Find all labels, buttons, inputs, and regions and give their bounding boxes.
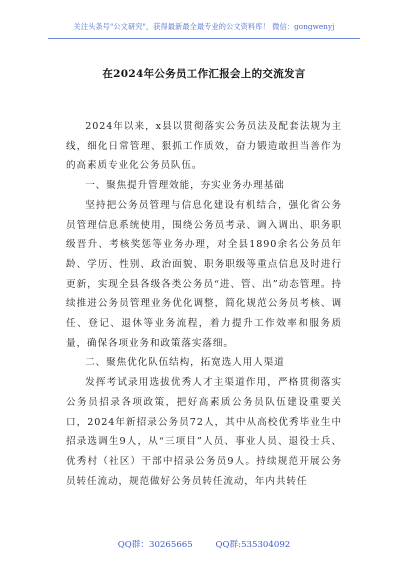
document-title: 在2024年公务员工作汇报会上的交流发言	[102, 68, 306, 80]
qq-label-2: QQ群:	[215, 540, 242, 550]
section-2-paragraph: 发挥考试录用选拔优秀人才主渠道作用，严格贯彻落实公务员招录各项政策，把好高素质公务员队伍建设重要关口，2024年新招录公务员72人，其中从高校优秀毕业生中招录选调生9人，从“三项目”人员、事业人员、退役士兵、优秀村（社区）干部中招录公务员9人。持续规范开展公务员转任流动，规范做好公务员转任流动，年内共转任	[66, 377, 342, 487]
section-heading-1: 一、聚焦提升管理效能，夯实业务办理基础	[85, 180, 285, 192]
header-banner: 关注头条号"公文研究"，获得最新最全最专业的公文资料库！ 微信：gongwenyj	[73, 22, 335, 31]
qq-number-1: 30265665	[148, 540, 193, 550]
document-body	[66, 117, 342, 491]
qq-number-2: 535304092	[241, 540, 291, 550]
section-1-paragraph: 坚持把公务员管理与信息化建设有机结合，强化省公务员管理信息系统使用，围绕公务员考录、调入调出、职务职级晋升、考核奖惩等业务办理，对全县1890余名公务员年龄、学历、性别、政治面貌、职务职级等重点信息及时进行更新，实现全县各级各类公务员“进、管、出”动态管理。持续推进公务员管理业务优化调整，简化规范公务员考核、调任、登记、退休等业务流程，着力提升工作效率和服务质量，确保各项业务和政策落实落细。	[66, 199, 342, 349]
header-divider	[48, 38, 360, 39]
section-heading-2: 二、聚焦优化队伍结构，拓宽选人用人渠道	[85, 357, 285, 369]
qq-label-1: QQ群：	[117, 540, 149, 550]
qq-group-2	[215, 540, 290, 550]
intro-paragraph: 2024年以来，x县以贯彻落实公务员法及配套法规为主线，细化日常管理、狠抓工作质效，奋力锻造敢担当善作为的高素质专业化公务员队伍。	[66, 121, 342, 172]
footer-contact	[0, 538, 408, 550]
qq-group-1	[118, 540, 193, 550]
